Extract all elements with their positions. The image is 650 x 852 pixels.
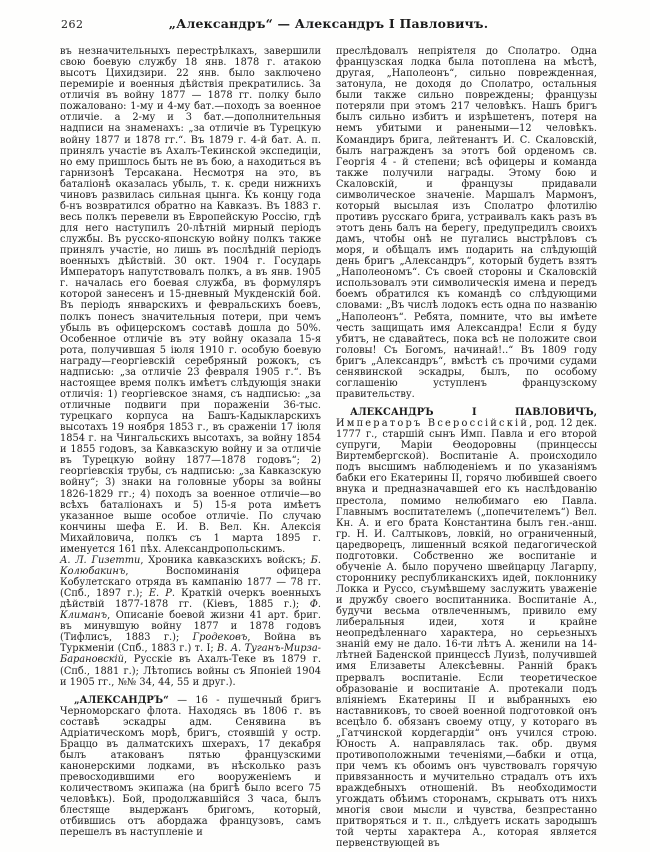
text-columns xyxy=(60,46,597,850)
text-run-normal: Краткій очеркъ военныхъ дѣйствій 1877-1878 гг. (Кіевъ, 1885 г.); xyxy=(60,588,322,611)
text-run-normal: , род. 12 дек. 1777 г., старшій сынъ Имп. Павла и его второй супруги, Маріи Ѳеодоровны (принцессы Виртембергской). Воспитаніе А. происходило подъ высшимъ наблюденіемъ и по указаніямъ бабки его Екатерины II, горячо любившей своего внука и предназначавшей его къ наслѣдованію престола, помимо нелюбимаго ею Павла. Главнымъ воспитателемъ („попечителемъ“) Вел. Кн. А. и его брата Константина былъ ген.-анш. гр. Н. И. Салтыковъ, ловкій, но ограниченный, царедворецъ, лишенный всякой педагогической подготовки. Собственно же воспитаніе и обученіе А. было поручено швейцарцу Лагарпу, стороннику республиканскихъ идей, поклоннику Локка и Руссо, съумѣвшему заслужить уваженіе и дружбу своего воспитанника. Воспитаніе А., будучи весьма отвлеченнымъ, привило ему либеральныя идеи, хотя и крайне неопредѣленнаго характера, но серьезныхъ знаній ему не дало. 16-ти лѣтъ А. женили на 14-лѣтней Баденской принцессѣ Луизѣ, получившей имя Елизаветы Алексѣевны. Ранній бракъ прервалъ воспитаніе. Если теоретическое образованіе и воспитаніе А. протекали подъ вліяніемъ Екатерины II и выбранныхъ ею наставниковъ, то своей военной подготовкой онъ всецѣло б. обязанъ своему отцу, у котораго въ „Гатчинской кордегардіи“ онъ учился строю. Юность А. направлялась так. обр. двумя противоположными теченіями,—бабки и отца, при чемъ къ обоимъ онъ чувствовалъ горячую привязанность и мучительно страдалъ отъ ихъ враждебныхъ отношеній. Въ необходимости угождать обѣимъ сторонамъ, скрывать отъ нихъ многія свои мысли и чувства, безпрестанно притворяться и т. п., слѣдуетъ искать зародышъ той черты характера А., которая является первенствующей въ xyxy=(336,418,597,850)
paragraph-brig-battle-continuation xyxy=(336,46,597,400)
text-run-italic: Гродековъ xyxy=(192,632,248,644)
text-run-italic: Б. Колюбакинъ xyxy=(60,554,321,577)
text-run-normal: преслѣдовалъ непріятеля до Сполатро. Одна французская лодка была потоплена на мѣстѣ, другая, „Наполеонъ“, сильно поврежденная, затонула, не доходя до Сполатро, остальныя были также сильно повреждены; французы потеряли при этомъ 217 человѣкъ. Нашъ бригъ былъ сильно избитъ и изрѣшетенъ, потеря на немъ убитыми и ранеными—12 человѣкъ. Командиръ брига, лейтенантъ И. С. Скаловскій, былъ награжденъ за этотъ бой орденомъ св. Георгія 4 - й степени; всѣ офицеры и команда также получили награды. Этому бою и Скаловскій, и французы придавали символическое значеніе. Маршалъ Мармонъ, который высылая изъ Сполатро флотилію противъ русскаго брига, устраивалъ какъ разъ въ этотъ день балъ на берегу, предупредилъ своихъ дамъ, чтобы онѣ не пугались выстрѣловъ съ моря, и обѣщалъ имъ подарить на слѣдующій день бригъ „Александръ“, который будетъ взятъ „Наполеономъ“. Съ своей стороны и Скаловскій использовалъ эти символическія имена и передъ боемъ обратился къ командѣ со слѣдующими словами: „Въ числѣ лодокъ есть одна по названію „Наполеонъ“. Ребята, помните, что вы имѣете честь защищать имя Александра! Если я буду убитъ, не сдавайтесь, пока всѣ не положите свои головы! Съ Богомъ, начинай!..“ Въ 1809 году бригъ „Александръ“, вмѣстѣ съ прочими судами сенявинской эскадры, былъ, по особому соглашенію уступленъ французскому правительству. xyxy=(336,46,597,400)
text-run-italic: А. Л. Гизетти xyxy=(60,554,141,566)
paragraph-entry-alexander-i-pavlovich xyxy=(336,407,597,850)
left-column xyxy=(60,46,321,850)
text-run-italic: В. А. Туганъ-Мирза-Барановскій xyxy=(60,643,321,666)
page-number: 262 xyxy=(61,18,84,31)
page-header xyxy=(60,16,597,34)
paragraph-entry-alexander-brig xyxy=(60,695,321,839)
text-run-normal: въ незначительныхъ перестрѣлкахъ, завершили свою боевую службу 18 янв. 1878 г. атакою высотъ Цихидзири. 22 янв. было заключено перемиріе и военныя дѣйствія прекратились. За отличія въ войну 1877 — 1878 гг. полку было пожаловано: 1-му и 4-му бат.—походъ за военное отличіе. а 2-му и 3 бат.—дополнительныя надписи на знаменахъ: „за отличіе въ Турецкую войну 1877 и 1878 гг.“. Въ 1879 г. 4-й бат. А. п. принялъ участіе въ Ахалъ-Текинской экспедиціи, но ему пришлось быть не въ бою, а находиться въ гарнизонѣ Терсакана. Несмотря на это, въ баталіонѣ оказалась убыль, т. к. среди нижнихъ чиновъ развилась сильная цынга. Къ концу года б-нъ возвратился обратно на Кавказъ. Въ 1883 г. весь полкъ перевели въ Европейскую Россію, гдѣ для него наступилъ 20-лѣтній мирный періодъ службы. Въ русско-японскую войну полкъ также принялъ участіе, но лишь въ послѣдній періодъ военныхъ дѣйствій. 30 окт. 1904 г. Государь Императоръ напутствовалъ полкъ, а въ янв. 1905 г. началась его боевая служба, въ формуляръ которой занесенъ и 15-дневный Мукденскій бой. Въ періодъ январскихъ и февральскихъ боевъ, полкъ понесъ значительныя потери, при чемъ убыль въ офицерскомъ составѣ дошла до 50%. Особенное отличіе въ эту войну оказала 15-я рота, получившая 5 іюля 1910 г. особую боевую награду—георгіевскій серебряный рожокъ, съ надписью: „за отличіе 23 февраля 1905 г.“. Въ настоящее время полкъ имѣетъ слѣдующія знаки отличія: 1) георгіевское знамя, съ надписью: „за отличные подвиги при пораженіи 36-тыс. турецкаго корпуса на Башъ-Кадыкларскихъ высотахъ 19 ноября 1853 г., въ сраженіи 17 іюля 1854 г. на Чингальскихъ высотахъ, за войну 1854 и 1855 годовъ, за Кавказскую войну и за отличіе въ Турецкую войну 1877—1878 годовъ“; 2) георгіевскія трубы, съ надписью: „за Кавказскую войну“; 3) знаки на головные уборы за войны 1826-1829 гг.; 4) походъ за военное отличіе—во всѣхъ баталіонахъ и 5) 15-я рота имѣетъ указанное выше особое отличіе. По случаю кончины шефа Е. И. В. Вел. Кн. Алексія Михайловича, полкъ съ 1 марта 1895 г. именуется 161 пѣх. Александропольскимъ. xyxy=(60,46,321,555)
text-run-normal: , Описаніе боевой жизни 41 арт. бриг. въ минувшую войну 1877 и 1878 годовъ (Тифлисъ, 1883 г.); xyxy=(60,610,321,644)
paragraph-bibliography xyxy=(60,555,321,688)
text-run-normal: , Воспоминанія офицера Кобулетскаго отряда въ кампанію 1877 — 78 гг. (Спб., 1897 г.); xyxy=(60,565,321,600)
text-run-normal: , Хроника кавказскихъ войскъ; xyxy=(140,554,311,566)
text-run-normal: — 16 - пушечный бригъ Черноморскаго флота. Находясь въ 1806 г. въ составѣ эскадры адм. Сенявина въ Адріатическомъ морѣ, бригъ, стоявшій у остр. Браццо въ далматскихъ шхерахъ, 17 декабря былъ атакованъ пятью французскими канонерскими лодками, въ нѣсколько разъ превосходившими его вооруженіемъ и количествомъ экипажа (на бригѣ было всего 75 человѣкъ). Бой, продолжавшійся 3 часа, былъ блестяще выдержанъ бригомъ, который, отбившись отъ абордажа французовъ, самъ перешелъ въ наступленіе и xyxy=(60,694,321,839)
text-run-normal: , Русскіе въ Ахалъ-Теке въ 1879 г. (Спб., 1881 г.); Лѣтопись войны съ Японіей 1904 и 1905 гг., №№ 34, 44, 55 и друг.). xyxy=(60,654,321,688)
running-title: „Александръ“ — Александръ I Павловичъ. xyxy=(168,16,489,31)
text-run-italic: Е. Р. xyxy=(148,588,175,600)
text-run-italic: Ф. Климанъ xyxy=(60,599,321,622)
text-run-gesperrt: Императоръ Всероссійскій xyxy=(336,418,530,430)
text-run-bold: „АЛЕКСАНДРЪ“ xyxy=(74,694,169,706)
text-run-normal: , Война въ Туркменіи (Спб., 1883 г.) т. I; xyxy=(60,632,321,655)
text-run-bold: АЛЕКСАНДРЪ I ПАВЛОВИЧЪ, xyxy=(350,407,597,418)
right-column xyxy=(336,46,597,850)
paragraph-regiment-history-continuation xyxy=(60,46,321,555)
